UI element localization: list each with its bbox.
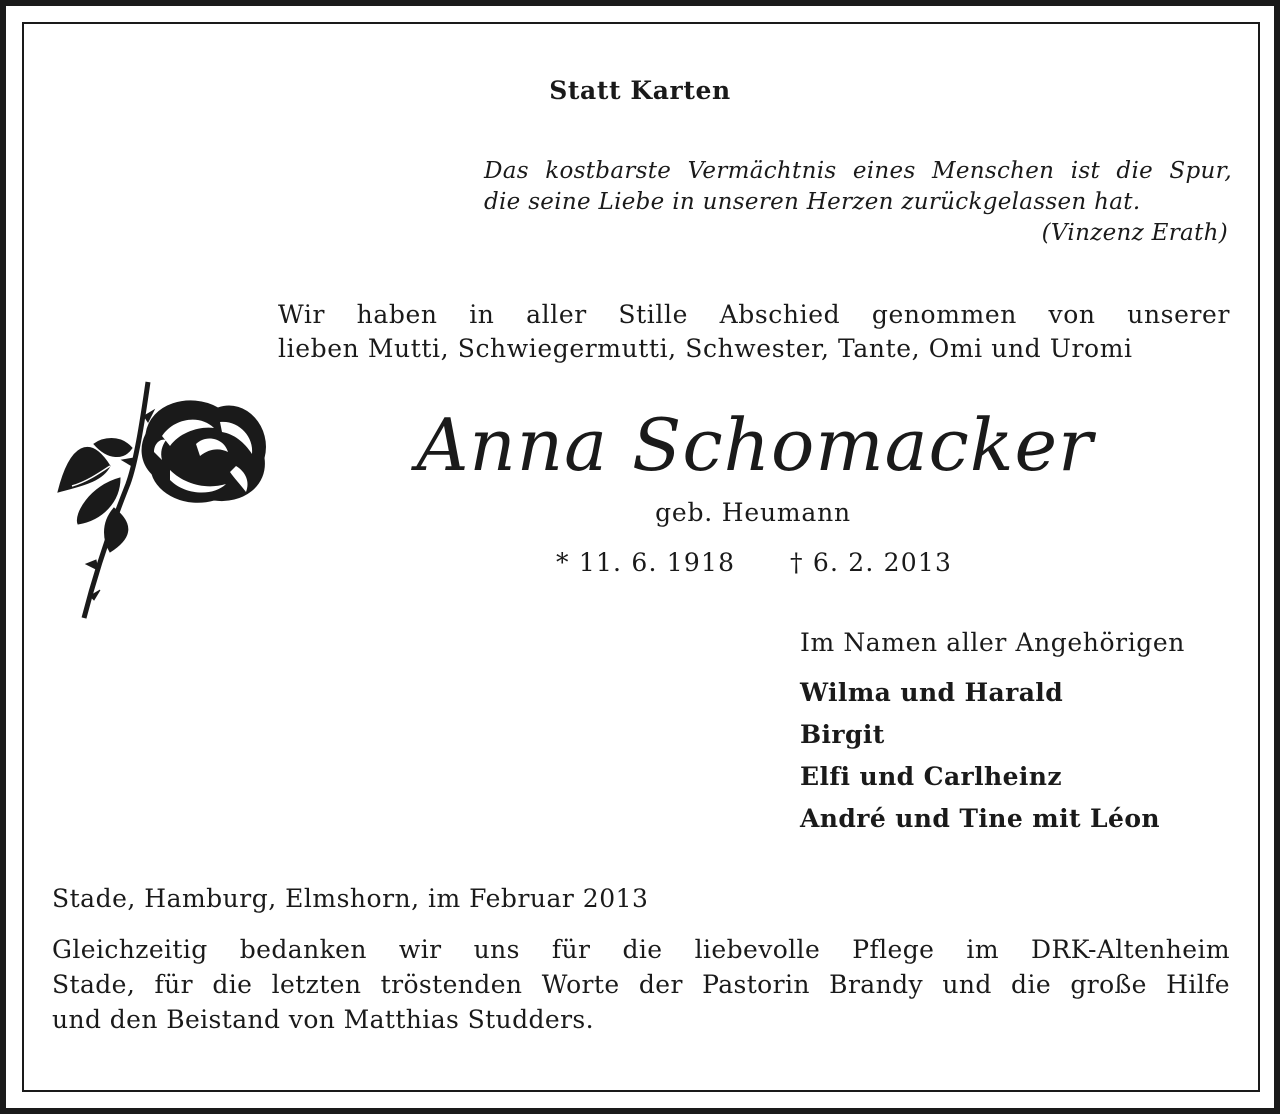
mourner-name: André und Tine mit Léon bbox=[800, 804, 1160, 833]
intro-line-2: lieben Mutti, Schwiegermutti, Schwester, Tante, Omi und Uromi bbox=[278, 334, 1133, 363]
mourners-intro: Im Namen aller Angehörigen bbox=[800, 628, 1185, 657]
place-date: Stade, Hamburg, Elmshorn, im Februar 2013 bbox=[52, 884, 649, 913]
quote-line-2: die seine Liebe in unseren Herzen zurückgelassen hat. bbox=[484, 189, 1141, 215]
thanks-line-1: Gleichzeitig bedanken wir uns für die liebevolle Pflege im DRK-Altenheim bbox=[52, 935, 1230, 964]
quote-author: (Vinzenz Erath) bbox=[1041, 220, 1228, 246]
mourner-name: Wilma und Harald bbox=[800, 678, 1064, 707]
quote-line-1: Das kostbarste Vermächtnis eines Menschen ist die Spur, bbox=[484, 158, 1232, 184]
mourner-name: Birgit bbox=[800, 720, 885, 749]
birth-date: * 11. 6. 1918 bbox=[556, 548, 736, 577]
deceased-name: Anna Schomacker bbox=[416, 403, 1094, 487]
heading: Statt Karten bbox=[549, 76, 731, 105]
mourner-name: Elfi und Carlheinz bbox=[800, 762, 1062, 791]
maiden-name: geb. Heumann bbox=[655, 498, 851, 527]
thanks-line-3: und den Beistand von Matthias Studders. bbox=[52, 1005, 594, 1034]
intro-line-1: Wir haben in aller Stille Abschied genommen von unserer bbox=[278, 300, 1230, 329]
thanks-line-2: Stade, für die letzten tröstenden Worte der Pastorin Brandy und die große Hilfe bbox=[52, 970, 1230, 999]
death-date: † 6. 2. 2013 bbox=[790, 548, 953, 577]
